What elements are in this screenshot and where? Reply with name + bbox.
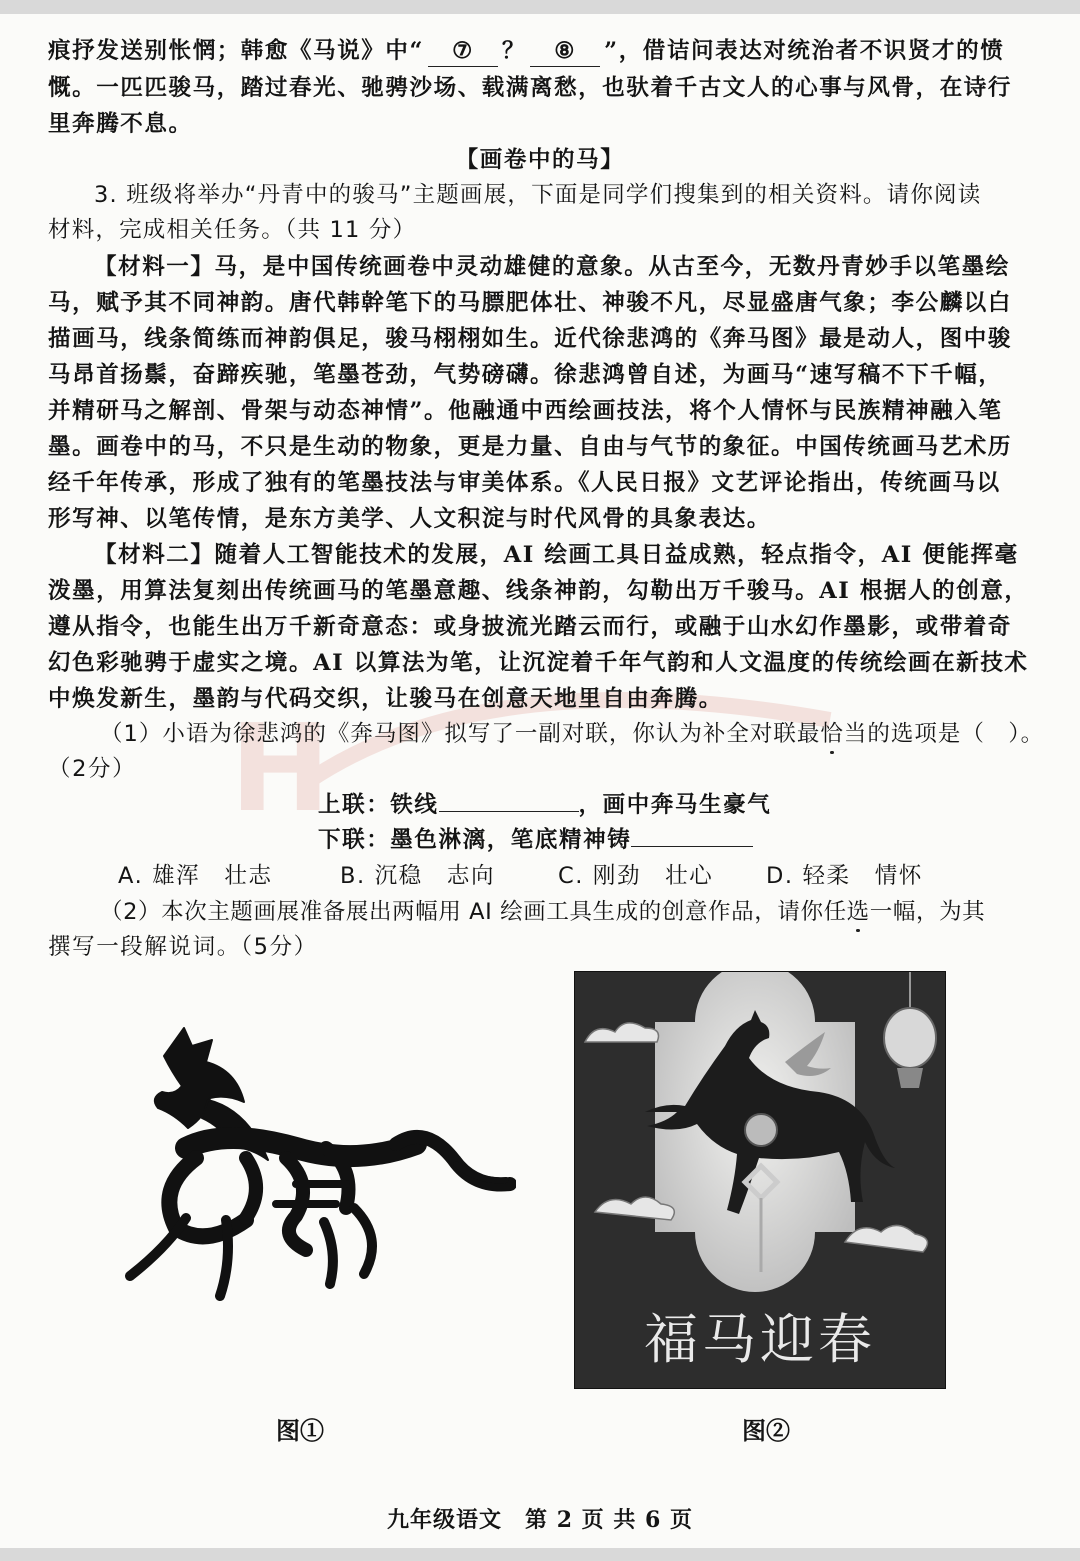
emphasis-dotted: 最恰当 xyxy=(796,721,868,747)
blank-7[interactable]: ⑦ xyxy=(428,36,498,67)
material-1-line-2: 马，赋予其不同神韵。唐代韩幹笔下的马膘肥体壮、神骏不凡，尽显盛唐气象；李公麟以白 xyxy=(48,290,1013,316)
material-2-line-4: 幻色彩驰骋于虚实之境。AI 以算法为笔，让沉淀着千年气韵和人文温度的传统绘画在新技术 xyxy=(48,650,1029,676)
poem-line-2: 慨。一匹匹骏马，踏过春光、驰骋沙场、载满离愁，也驮着千古文人的心事与风骨，在诗行 xyxy=(48,75,1013,101)
material-1-label: 【材料一】 xyxy=(94,254,215,280)
material-1-line-7: 经千年传承，形成了独有的笔墨技法与审美体系。《人民日报》文艺评论指出，传统画马以 xyxy=(48,470,1001,496)
poster-title: 福马迎春 xyxy=(644,1308,876,1371)
material-1-line-1: 【材料一】马，是中国传统画卷中灵动雄健的意象。从古至今，无数丹青妙手以笔墨绘 xyxy=(94,254,1010,280)
figure-1-calligraphy-horse xyxy=(96,1008,516,1328)
material-1-line-8: 形写神、以笔传情，是东方美学、人文积淀与时代风骨的具象表达。 xyxy=(48,506,772,532)
answer-options xyxy=(118,859,1018,893)
material-2-line-5: 中焕发新生，墨韵与代码交织，让骏马在创意天地里自由奔腾。 xyxy=(48,686,723,712)
option-d[interactable]: D. 轻柔 情怀 xyxy=(766,863,923,889)
blank-8[interactable]: ⑧ xyxy=(530,36,600,67)
figure-1-caption: 图① xyxy=(276,1416,324,1445)
emphasis-dotted-2: 任选一 xyxy=(823,899,893,925)
question-3-line-1: 3. 班级将举办“丹青中的骏马”主题画展，下面是同学们搜集到的相关资料。请你阅读 xyxy=(94,182,982,208)
sub-question-2-line-2: 撰写一段解说词。（5分） xyxy=(48,934,318,960)
material-1-line-5: 并精研马之解剖、骨架与动态神情”。他融通中西绘画技法，将个人情怀与民族精神融入笔 xyxy=(48,398,1003,424)
material-2-line-1: 【材料二】随着人工智能技术的发展，AI 绘画工具日益成熟，轻点指令，AI 便能挥毫 xyxy=(94,542,1019,568)
option-c[interactable]: C. 刚劲 壮心 xyxy=(558,863,714,889)
couplet-upper-blank[interactable] xyxy=(439,811,579,812)
material-2-line-3: 遵从指令，也能生出万千新奇意态：或身披流光踏云而行，或融于山水幻作墨影，或带着奇 xyxy=(48,614,1013,640)
figure-2-caption: 图② xyxy=(742,1416,790,1445)
couplet-lower-blank[interactable] xyxy=(631,846,753,847)
poem-line-1: 痕抒发送别怅惘；韩愈《马说》中“ ⑦ ？ ⑧ ”，借诘问表达对统治者不识贤才的愤 xyxy=(48,34,1038,68)
material-1-line-4: 马昂首扬鬃，奋蹄疾驰，笔墨苍劲，气势磅礴。徐悲鸿曾自述，为画马“速写稿不下千幅， xyxy=(48,362,1003,388)
material-1-line-6: 墨。画卷中的马，不只是生动的物象，更是力量、自由与气节的象征。中国传统画马艺术历 xyxy=(48,434,1013,460)
sub-question-1: （1）小语为徐悲鸿的《奔马图》拟写了一副对联，你认为补全对联最恰当的选项是（ ）。 xyxy=(100,721,1045,747)
option-b[interactable]: B. 沉稳 志向 xyxy=(340,863,496,889)
couplet-upper: 上联：铁线 ，画中奔马生豪气 xyxy=(318,792,772,818)
material-2-line-2: 泼墨，用算法复刻出传统画马的笔墨意趣、线条神韵，勾勒出万千骏马。AI 根据人的创意， xyxy=(48,578,1029,604)
couplet-lower: 下联：墨色淋漓，笔底精神铸 xyxy=(318,823,1018,857)
section-title: 【画卷中的马】 xyxy=(455,147,625,173)
sub-question-1-score: （2分） xyxy=(48,756,137,782)
material-1-line-3: 描画马，线条简练而神韵俱足，骏马栩栩如生。近代徐悲鸿的《奔马图》最是动人，图中骏 xyxy=(48,326,1013,352)
page-footer: 九年级语文 第 2 页 共 6 页 xyxy=(387,1507,693,1533)
option-a[interactable]: A. 雄浑 壮志 xyxy=(118,863,273,889)
poem-line-3: 里奔腾不息。 xyxy=(48,111,193,137)
figure-2-poster xyxy=(574,971,946,1389)
question-3-line-2: 材料，完成相关任务。（共 11 分） xyxy=(48,217,417,243)
material-2-label: 【材料二】 xyxy=(94,542,215,568)
sub-question-2: （2）本次主题画展准备展出两幅用 AI 绘画工具生成的创意作品，请你任选一幅，为其 xyxy=(100,899,986,925)
